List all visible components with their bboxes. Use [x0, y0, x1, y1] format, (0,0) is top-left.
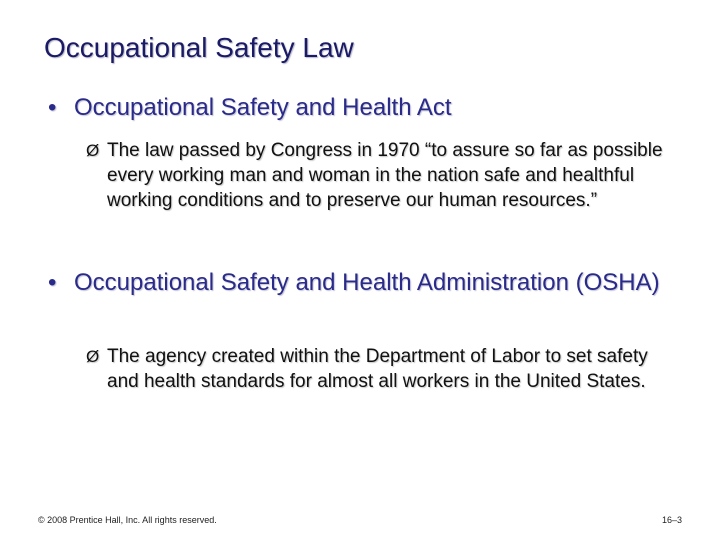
sub-bullet-item [86, 344, 667, 394]
bullet-dot-icon: • [48, 269, 57, 296]
bullet-text: Occupational Safety and Health Act [74, 94, 452, 121]
bullet-text: Occupational Safety and Health Administration (OSHA) [74, 269, 660, 296]
bullet-dot-icon: • [48, 94, 57, 121]
bullet-item [48, 267, 674, 298]
sub-bullet-item [86, 138, 667, 213]
arrow-bullet-icon: Ø [86, 141, 100, 160]
bullet-item [48, 92, 674, 123]
footer-page-number: 16–3 [661, 515, 682, 525]
arrow-bullet-icon: Ø [86, 347, 100, 366]
footer-copyright: © 2008 Prentice Hall, Inc. All rights reserved. [38, 515, 217, 525]
slide-title: Occupational Safety Law [44, 32, 354, 63]
sub-bullet-text: The law passed by Congress in 1970 “to assure so far as possible every working man and woman in the nation safe and healthful working conditions and to preserve our human resources.” [107, 140, 663, 211]
sub-bullet-text: The agency created within the Department of Labor to set safety and health standards for almost all workers in the United States. [107, 346, 648, 392]
